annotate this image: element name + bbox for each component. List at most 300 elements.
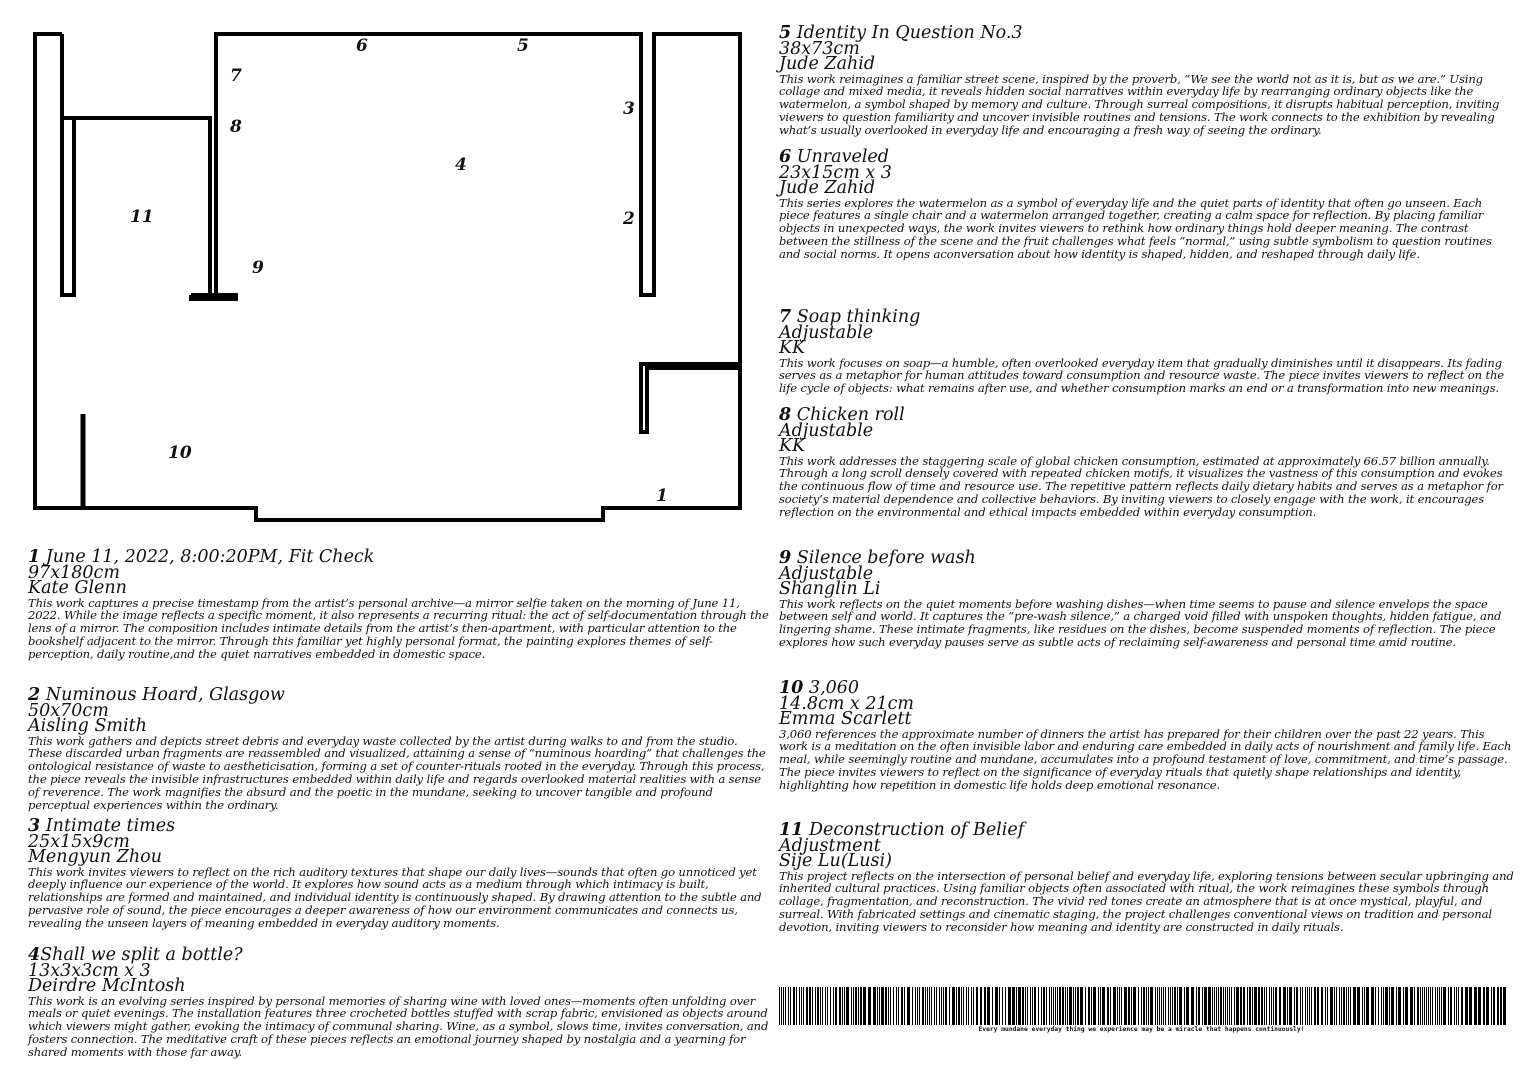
barcode-bar (1002, 987, 1003, 1025)
artwork-artist: KK (779, 338, 806, 358)
barcode-bar (1143, 987, 1145, 1025)
artwork-entry-9 (779, 548, 1514, 650)
barcode-bar (833, 987, 834, 1025)
barcode-bar (1243, 987, 1245, 1025)
artwork-entry-4 (28, 945, 773, 1060)
barcode-bar (1353, 987, 1356, 1025)
barcode-bar (1330, 987, 1333, 1025)
barcode-bar (1038, 987, 1039, 1025)
artwork-number: 9 (779, 548, 792, 568)
plan-marker-3: 3 (623, 99, 635, 119)
barcode-bar (1067, 987, 1068, 1025)
barcode-bar (1398, 987, 1401, 1025)
barcode-bar (1497, 987, 1499, 1025)
barcode-bar (1339, 987, 1340, 1025)
barcode-bar (1051, 987, 1052, 1025)
barcode-bar (949, 987, 950, 1025)
barcode-bar (1018, 987, 1021, 1025)
barcode-bar (863, 987, 866, 1025)
barcode-bar (1146, 987, 1147, 1025)
artwork-artist: Emma Scarlett (779, 709, 912, 729)
barcode-bar (888, 987, 889, 1025)
barcode-bar (817, 987, 819, 1025)
barcode-bar (1121, 987, 1122, 1025)
barcode-bar (919, 987, 920, 1025)
artwork-number: 8 (779, 405, 792, 425)
barcode-bar (790, 987, 791, 1025)
barcode-bar (1204, 987, 1207, 1025)
artwork-entry-1 (28, 547, 773, 662)
barcode-bar (952, 987, 955, 1025)
barcode-bar (917, 987, 918, 1025)
barcode-bar (830, 987, 831, 1025)
artwork-description: This work is an evolving series inspired by personal memories of sharing wine with loved ones—moments often unfolding over meals or quiet evenings. The installation features three crocheted bottles stuffed with scrap fabric, envisioned as objects around which viewers might gather, evoking the intimacy of communal sharing. Wine, as a symbol, slows time, invites conversation, and fosters connection. The meditative craft of these pieces reflects an emotional journey shaped by nostalgia and a yearning for shared moments with those far away. (28, 993, 769, 1060)
artwork-artist: Mengyun Zhou (28, 847, 162, 867)
artwork-entry-8 (779, 405, 1514, 520)
barcode-bar (896, 987, 897, 1025)
barcode-bar (1174, 987, 1176, 1025)
barcode-bar (1065, 987, 1066, 1025)
artwork-artist: Deirdre McIntosh (28, 976, 186, 996)
artwork-entry-6 (779, 147, 1514, 262)
barcode-bar (1437, 987, 1438, 1025)
artwork-size: 13x3x3cm x 3 (28, 960, 151, 981)
barcode-bar (1296, 987, 1298, 1025)
barcode-bar (1080, 987, 1083, 1025)
barcode-bar (1283, 987, 1286, 1025)
barcode-bar (943, 987, 944, 1025)
artwork-size: Adjustable (779, 420, 874, 441)
barcode-bar (1389, 987, 1390, 1025)
barcode-bar (1148, 987, 1149, 1025)
barcode-bar (820, 987, 821, 1025)
barcode-bar (873, 987, 876, 1025)
artwork-title: Identity In Question No.3 (796, 23, 1023, 43)
plan-marker-5: 5 (517, 36, 529, 56)
artwork-artist: Sije Lu(Lusi) (779, 851, 892, 871)
barcode-bar (1266, 987, 1267, 1025)
barcode-bar (868, 987, 871, 1025)
barcode-bar (806, 987, 808, 1025)
barcode-bar (1032, 987, 1033, 1025)
barcode-bar (846, 987, 849, 1025)
barcode-bar (1231, 987, 1232, 1025)
barcode-bar (1141, 987, 1142, 1025)
barcode-bar (1403, 987, 1404, 1025)
artwork-description: This project reflects on the intersection of personal belief and everyday life, exploring tensions between secular upbringing and inherited cultural practices. Using familiar objects often associated with ritual, the work reimagines these symbols through collage, fragmentation, and reconstruction. The vivid red tones create an atmosphere that is at once mystical, playful, and surreal. With fabricated settings and cinematic staging, the project challenges conventional views on tradition and personal devotion, inviting viewers to reconsider how meaning and identity are constructed in daily rituals. (779, 868, 1514, 935)
barcode-bar (1334, 987, 1335, 1025)
barcode-bar (781, 987, 782, 1025)
barcode-bar (1150, 987, 1153, 1025)
barcode-bar (907, 987, 910, 1025)
artwork-artist: Aisling Smith (28, 716, 147, 736)
artwork-title: Chicken roll (796, 405, 905, 425)
barcode-bar (956, 987, 957, 1025)
artwork-description: This work captures a precise timestamp from the artist’s personal archive—a mirror selfie taken on the morning of June 11, 2022. While the image reflects a specific moment, it also represents a recurring ritual: the act of self-documentation through the lens of a mirror. The composition includes intimate details from the artist’s then-apartment, with particular attention to the bookshelf adjacent to the mirror. Through this familiar yet highly personal format, the painting explores themes of self-perception, daily routine,and the quiet narratives embedded in domestic space. (28, 595, 769, 662)
barcode-bar (1383, 987, 1384, 1025)
barcode-bar (793, 987, 795, 1025)
artwork-artist: Jude Zahid (779, 54, 876, 74)
barcode-bar (1391, 987, 1394, 1025)
barcode-bar (936, 987, 937, 1025)
barcode-bar (961, 987, 962, 1025)
barcode-bar (788, 987, 789, 1025)
barcode-bar (1428, 987, 1429, 1025)
barcode-bar (1069, 987, 1072, 1025)
barcode-bar (801, 987, 802, 1025)
barcode-bar (1155, 987, 1156, 1025)
barcode-bar (858, 987, 859, 1025)
barcode-bar (1133, 987, 1136, 1025)
barcode-bar (1227, 987, 1228, 1025)
barcode-bar (1439, 987, 1440, 1025)
barcode-bar (1341, 987, 1342, 1025)
barcode-bar (860, 987, 862, 1025)
artwork-description: This work addresses the staggering scale of global chicken consumption, estimated at approximately 66.57 billion annually. Through a long scroll densely covered with repeated chicken motifs, it visualizes the vastness of this consumption and evokes the continuous flow of time and resource use. The repetitive pattern reflects daily dietary habits and serves as a metaphor for society’s material dependence and collective behaviors. By inviting viewers to closely engage with the work, it encourages reflection on the environmental and ethical impacts embedded within everyday consumption. (779, 453, 1503, 520)
artwork-entry-2 (28, 685, 773, 813)
barcode-bar (1493, 987, 1495, 1025)
barcode-bar (1093, 987, 1096, 1025)
barcode-bar (1172, 987, 1173, 1025)
barcode-bar (1124, 987, 1127, 1025)
barcode-bar (1073, 987, 1074, 1025)
floor-plan (0, 0, 760, 535)
barcode-bar (1478, 987, 1481, 1025)
artwork-size: 50x70cm (28, 700, 109, 721)
barcode-bar (987, 987, 990, 1025)
artwork-entry-11 (779, 820, 1514, 935)
barcode-bar (1350, 987, 1351, 1025)
artwork-entry-10 (779, 678, 1514, 793)
barcode-bar (1258, 987, 1260, 1025)
barcode-bar (1254, 987, 1257, 1025)
artwork-title: Intimate times (45, 816, 176, 836)
barcode-bar (939, 987, 940, 1025)
artwork-title: 3,060 (808, 678, 860, 698)
barcode-bar (1317, 987, 1319, 1025)
barcode-bar (1062, 987, 1064, 1025)
artwork-title: Silence before wash (796, 548, 976, 568)
barcode-bar (1474, 987, 1477, 1025)
artwork-description: This work reflects on the quiet moments before washing dishes—when time seems to pause and silence envelops the space between self and world. It captures the “pre-wash silence,” a charged void filled with unspoken thoughts, hidden fatigue, and lingering shame. These intimate fragments, like residues on the dishes, become suspended moments of reflection. The piece explores how such everyday pauses serve as subtle acts of reclaiming self-awareness and personal time amid routine. (779, 596, 1502, 650)
barcode-bar (927, 987, 928, 1025)
artwork-description: This work reimagines a familiar street scene, inspired by the proverb, “We see the world not as it is, but as we are.” Using collage and mixed media, it reveals hidden social narratives within everyday life by rearranging ordinary objects like the watermelon, a symbol shaped by memory and culture. Through surreal compositions, it disrupts habitual perception, inviting viewers to question familiarity and uncover invisible routines and tensions. The work connects to the exhibition by revealing what’s usually overlooked in everyday life and encouraging a fresh way of seeing the ordinary. (779, 71, 1500, 138)
barcode-bar (1269, 987, 1270, 1025)
artwork-size: 23x15cm x 3 (779, 162, 892, 183)
barcode-bar (1179, 987, 1182, 1025)
barcode-bar (966, 987, 967, 1025)
barcode-bar (839, 987, 841, 1025)
barcode-bar (1321, 987, 1323, 1025)
barcode-bar (1279, 987, 1281, 1025)
barcode-bar (881, 987, 884, 1025)
barcode-bar (1157, 987, 1158, 1025)
barcode-bar (1196, 987, 1197, 1025)
artwork-title: Shall we split a bottle? (40, 945, 243, 965)
artwork-number: 11 (779, 820, 804, 840)
barcode-bar (1420, 987, 1421, 1025)
barcode-bar (783, 987, 784, 1025)
barcode-bar (1057, 987, 1058, 1025)
barcode-bar (877, 987, 878, 1025)
barcode-bar (803, 987, 804, 1025)
barcode-bar (931, 987, 932, 1025)
barcode-bar (1117, 987, 1118, 1025)
barcode-bar (1075, 987, 1076, 1025)
barcode-bar (1430, 987, 1431, 1025)
barcode-bar (1131, 987, 1132, 1025)
barcode-bar (1424, 987, 1425, 1025)
barcode-bar (1343, 987, 1345, 1025)
barcode-bar (1458, 987, 1459, 1025)
artwork-size: Adjustment (779, 835, 881, 856)
artwork-title: Deconstruction of Belief (808, 820, 1025, 840)
barcode-bar (1223, 987, 1224, 1025)
barcode-bar (1289, 987, 1292, 1025)
barcode-bar (1249, 987, 1251, 1025)
barcode-bar (898, 987, 899, 1025)
barcode-bar (1059, 987, 1061, 1025)
barcode-bar (1159, 987, 1160, 1025)
barcode-bar (1396, 987, 1397, 1025)
barcode-bar (1327, 987, 1328, 1025)
barcode-bar (1375, 987, 1376, 1025)
barcode-bar (915, 987, 916, 1025)
plan-marker-1: 1 (656, 486, 668, 506)
barcode-bar (855, 987, 857, 1025)
barcode-caption: Every mundane everyday thing we experience may be a miracle that happens continuously! (978, 1026, 1305, 1033)
barcode-bar (1214, 987, 1215, 1025)
barcode-bar (1410, 987, 1413, 1025)
barcode-bar (825, 987, 826, 1025)
artwork-number: 4 (28, 945, 41, 965)
barcode-bar (1220, 987, 1222, 1025)
barcode-bar (1435, 987, 1436, 1025)
barcode-bar (1405, 987, 1408, 1025)
artwork-number: 1 (28, 547, 41, 567)
barcode-bar (1229, 987, 1230, 1025)
barcode-bar (785, 987, 786, 1025)
barcode-bar (885, 987, 887, 1025)
barcode-bar (842, 987, 843, 1025)
barcode-bar (890, 987, 891, 1025)
barcode-bar (1381, 987, 1382, 1025)
artwork-artist: Shanglin Li (779, 579, 881, 599)
barcode (779, 987, 1506, 1025)
barcode-bar (1091, 987, 1092, 1025)
artwork-description: This work focuses on soap—a humble, often overlooked everyday item that gradually diminishes until it disappears. Its fading serves as a metaphor for human attitudes toward consumption and resource waste. The piece invites viewers to reflect on the life cycle of objects: what remains after use, and whether consumption marks an end or a transformation into new meanings. (779, 355, 1505, 396)
barcode-bar (1491, 987, 1492, 1025)
barcode-bar (1456, 987, 1457, 1025)
barcode-bar (1225, 987, 1226, 1025)
barcode-bar (1302, 987, 1303, 1025)
artwork-number: 10 (779, 678, 804, 698)
barcode-bar (1450, 987, 1452, 1025)
barcode-bar (1385, 987, 1388, 1025)
barcode-bar (853, 987, 854, 1025)
barcode-bar (1163, 987, 1164, 1025)
wall (191, 295, 236, 299)
barcode-bar (1128, 987, 1130, 1025)
artwork-size: Adjustable (779, 322, 874, 343)
barcode-bar (1198, 987, 1200, 1025)
plan-marker-11: 11 (130, 207, 154, 227)
barcode-bar (941, 987, 942, 1025)
barcode-bar (1016, 987, 1017, 1025)
artwork-size: 14.8cm x 21cm (779, 693, 915, 714)
artwork-artist: KK (779, 436, 806, 456)
barcode-bar (929, 987, 930, 1025)
right-column (779, 0, 1514, 980)
barcode-bar (971, 987, 972, 1025)
artwork-number: 2 (28, 685, 41, 705)
barcode-bar (1240, 987, 1242, 1025)
barcode-bar (893, 987, 894, 1025)
artwork-entry-5 (779, 23, 1514, 138)
barcode-bar (1008, 987, 1011, 1025)
barcode-bar (973, 987, 974, 1025)
barcode-bar (1294, 987, 1295, 1025)
barcode-bar (1273, 987, 1274, 1025)
barcode-bar (968, 987, 969, 1025)
barcode-bar (1271, 987, 1272, 1025)
barcode-bar (1027, 987, 1028, 1025)
artwork-description: This work invites viewers to reflect on the rich auditory textures that shape our daily lives—sounds that often go unnoticed yet deeply influence our experience of the world. It explores how sound acts as a medium through which intimacy is built, relationships are formed and maintained, and individual identity is continuously shaped. By drawing attention to the subtle and pervasive role of sound, the piece encourages a deeper awareness of how our environment communicates and connects us, revealing the unseen layers of meaning embedded in everyday auditory moments. (28, 864, 762, 931)
barcode-bar (1305, 987, 1306, 1025)
barcode-bar (1030, 987, 1031, 1025)
barcode-bar (1212, 987, 1213, 1025)
barcode-bar (1252, 987, 1253, 1025)
barcode-bar (1469, 987, 1472, 1025)
barcode-bar (1053, 987, 1054, 1025)
barcode-bar (1371, 987, 1374, 1025)
barcode-bar (1107, 987, 1109, 1025)
barcode-bar (822, 987, 823, 1025)
barcode-bar (1186, 987, 1189, 1025)
barcode-bar (1168, 987, 1169, 1025)
barcode-bar (945, 987, 947, 1025)
plan-marker-9: 9 (252, 258, 264, 278)
barcode-bar (995, 987, 998, 1025)
artwork-number: 5 (779, 23, 792, 43)
barcode-bar (844, 987, 845, 1025)
barcode-bar (1311, 987, 1312, 1025)
barcode-bar (1113, 987, 1116, 1025)
barcode-bar (1022, 987, 1024, 1025)
barcode-bar (925, 987, 926, 1025)
barcode-bar (1055, 987, 1056, 1025)
artwork-title: Soap thinking (796, 307, 921, 327)
artwork-title: Unraveled (796, 147, 889, 167)
barcode-bar (1202, 987, 1203, 1025)
artwork-description: This work gathers and depicts street debris and everyday waste collected by the artist during walks to and from the studio. These discarded urban fragments are reassembled and visualized, attaining a sense of “numinous hoarding” that challenges the ontological resistance of waste to aestheticisation, forming a set of counter-rituals rooted in the everyday. Through this process, the piece reveals the invisible infrastructures embedded within daily life and regards overlooked material realities with a sense of reverence. The work magnifies the absurd and the poetic in the mundane, seeking to uncover tangible and profound perceptual experiences within the ordinary. (28, 733, 766, 813)
barcode-bar (1357, 987, 1360, 1025)
barcode-bar (1041, 987, 1042, 1025)
artwork-title: June 11, 2022, 8:00:20PM, Fit Check (45, 547, 375, 567)
barcode-bar (1218, 987, 1219, 1025)
barcode-bar (1216, 987, 1217, 1025)
barcode-bar (1417, 987, 1419, 1025)
barcode-bar (1432, 987, 1433, 1025)
barcode-bar (1085, 987, 1086, 1025)
barcode-bar (1486, 987, 1489, 1025)
artwork-entry-7 (779, 307, 1514, 396)
barcode-bar (1043, 987, 1045, 1025)
barcode-bar (1366, 987, 1369, 1025)
plan-marker-2: 2 (623, 209, 635, 229)
barcode-bar (1236, 987, 1239, 1025)
wall (641, 364, 740, 432)
barcode-bar (1165, 987, 1166, 1025)
plan-marker-8: 8 (230, 117, 242, 137)
barcode-bar (796, 987, 797, 1025)
barcode-bar (1348, 987, 1349, 1025)
artwork-size: 38x73cm (779, 38, 860, 59)
barcode-bar (1275, 987, 1277, 1025)
artwork-size: Adjustable (779, 563, 874, 584)
barcode-bar (1261, 987, 1263, 1025)
barcode-bar (1414, 987, 1415, 1025)
barcode-bar (1307, 987, 1308, 1025)
barcode-bar (999, 987, 1000, 1025)
barcode-bar (1325, 987, 1326, 1025)
barcode-bar (958, 987, 960, 1025)
barcode-bar (1208, 987, 1211, 1025)
plan-marker-7: 7 (230, 66, 242, 86)
barcode-bar (1034, 987, 1036, 1025)
barcode-bar (1454, 987, 1455, 1025)
barcode-bar (1422, 987, 1423, 1025)
barcode-bar (1012, 987, 1015, 1025)
barcode-bar (1465, 987, 1468, 1025)
barcode-bar (1025, 987, 1026, 1025)
barcode-bar (992, 987, 993, 1025)
artwork-size: 25x15x9cm (28, 831, 130, 852)
barcode-bar (779, 987, 780, 1025)
barcode-bar (1049, 987, 1050, 1025)
artwork-number: 3 (28, 816, 41, 836)
wall (62, 118, 74, 295)
barcode-bar (1426, 987, 1427, 1025)
barcode-bar (976, 987, 978, 1025)
artwork-number: 6 (779, 147, 792, 167)
artwork-size: 97x180cm (28, 562, 120, 583)
barcode-bar (1110, 987, 1111, 1025)
barcode-bar (1300, 987, 1301, 1025)
barcode-bar (1362, 987, 1363, 1025)
barcode-bar (1378, 987, 1379, 1025)
barcode-bar (1170, 987, 1171, 1025)
barcode-bar (1443, 987, 1446, 1025)
barcode-bar (809, 987, 811, 1025)
artwork-artist: Jude Zahid (779, 178, 876, 198)
barcode-bar (1102, 987, 1105, 1025)
barcode-bar (1161, 987, 1162, 1025)
barcode-bar (1287, 987, 1288, 1025)
barcode-bar (1500, 987, 1502, 1025)
barcode-bar (1177, 987, 1178, 1025)
barcode-bar (812, 987, 813, 1025)
barcode-bar (1046, 987, 1047, 1025)
barcode-bar (1119, 987, 1120, 1025)
barcode-bar (827, 987, 828, 1025)
barcode-bar (1448, 987, 1449, 1025)
barcode-bar (912, 987, 913, 1025)
barcode-bar (1461, 987, 1463, 1025)
barcode-bar (835, 987, 837, 1025)
barcode-bar (1191, 987, 1194, 1025)
barcode-bar (901, 987, 903, 1025)
